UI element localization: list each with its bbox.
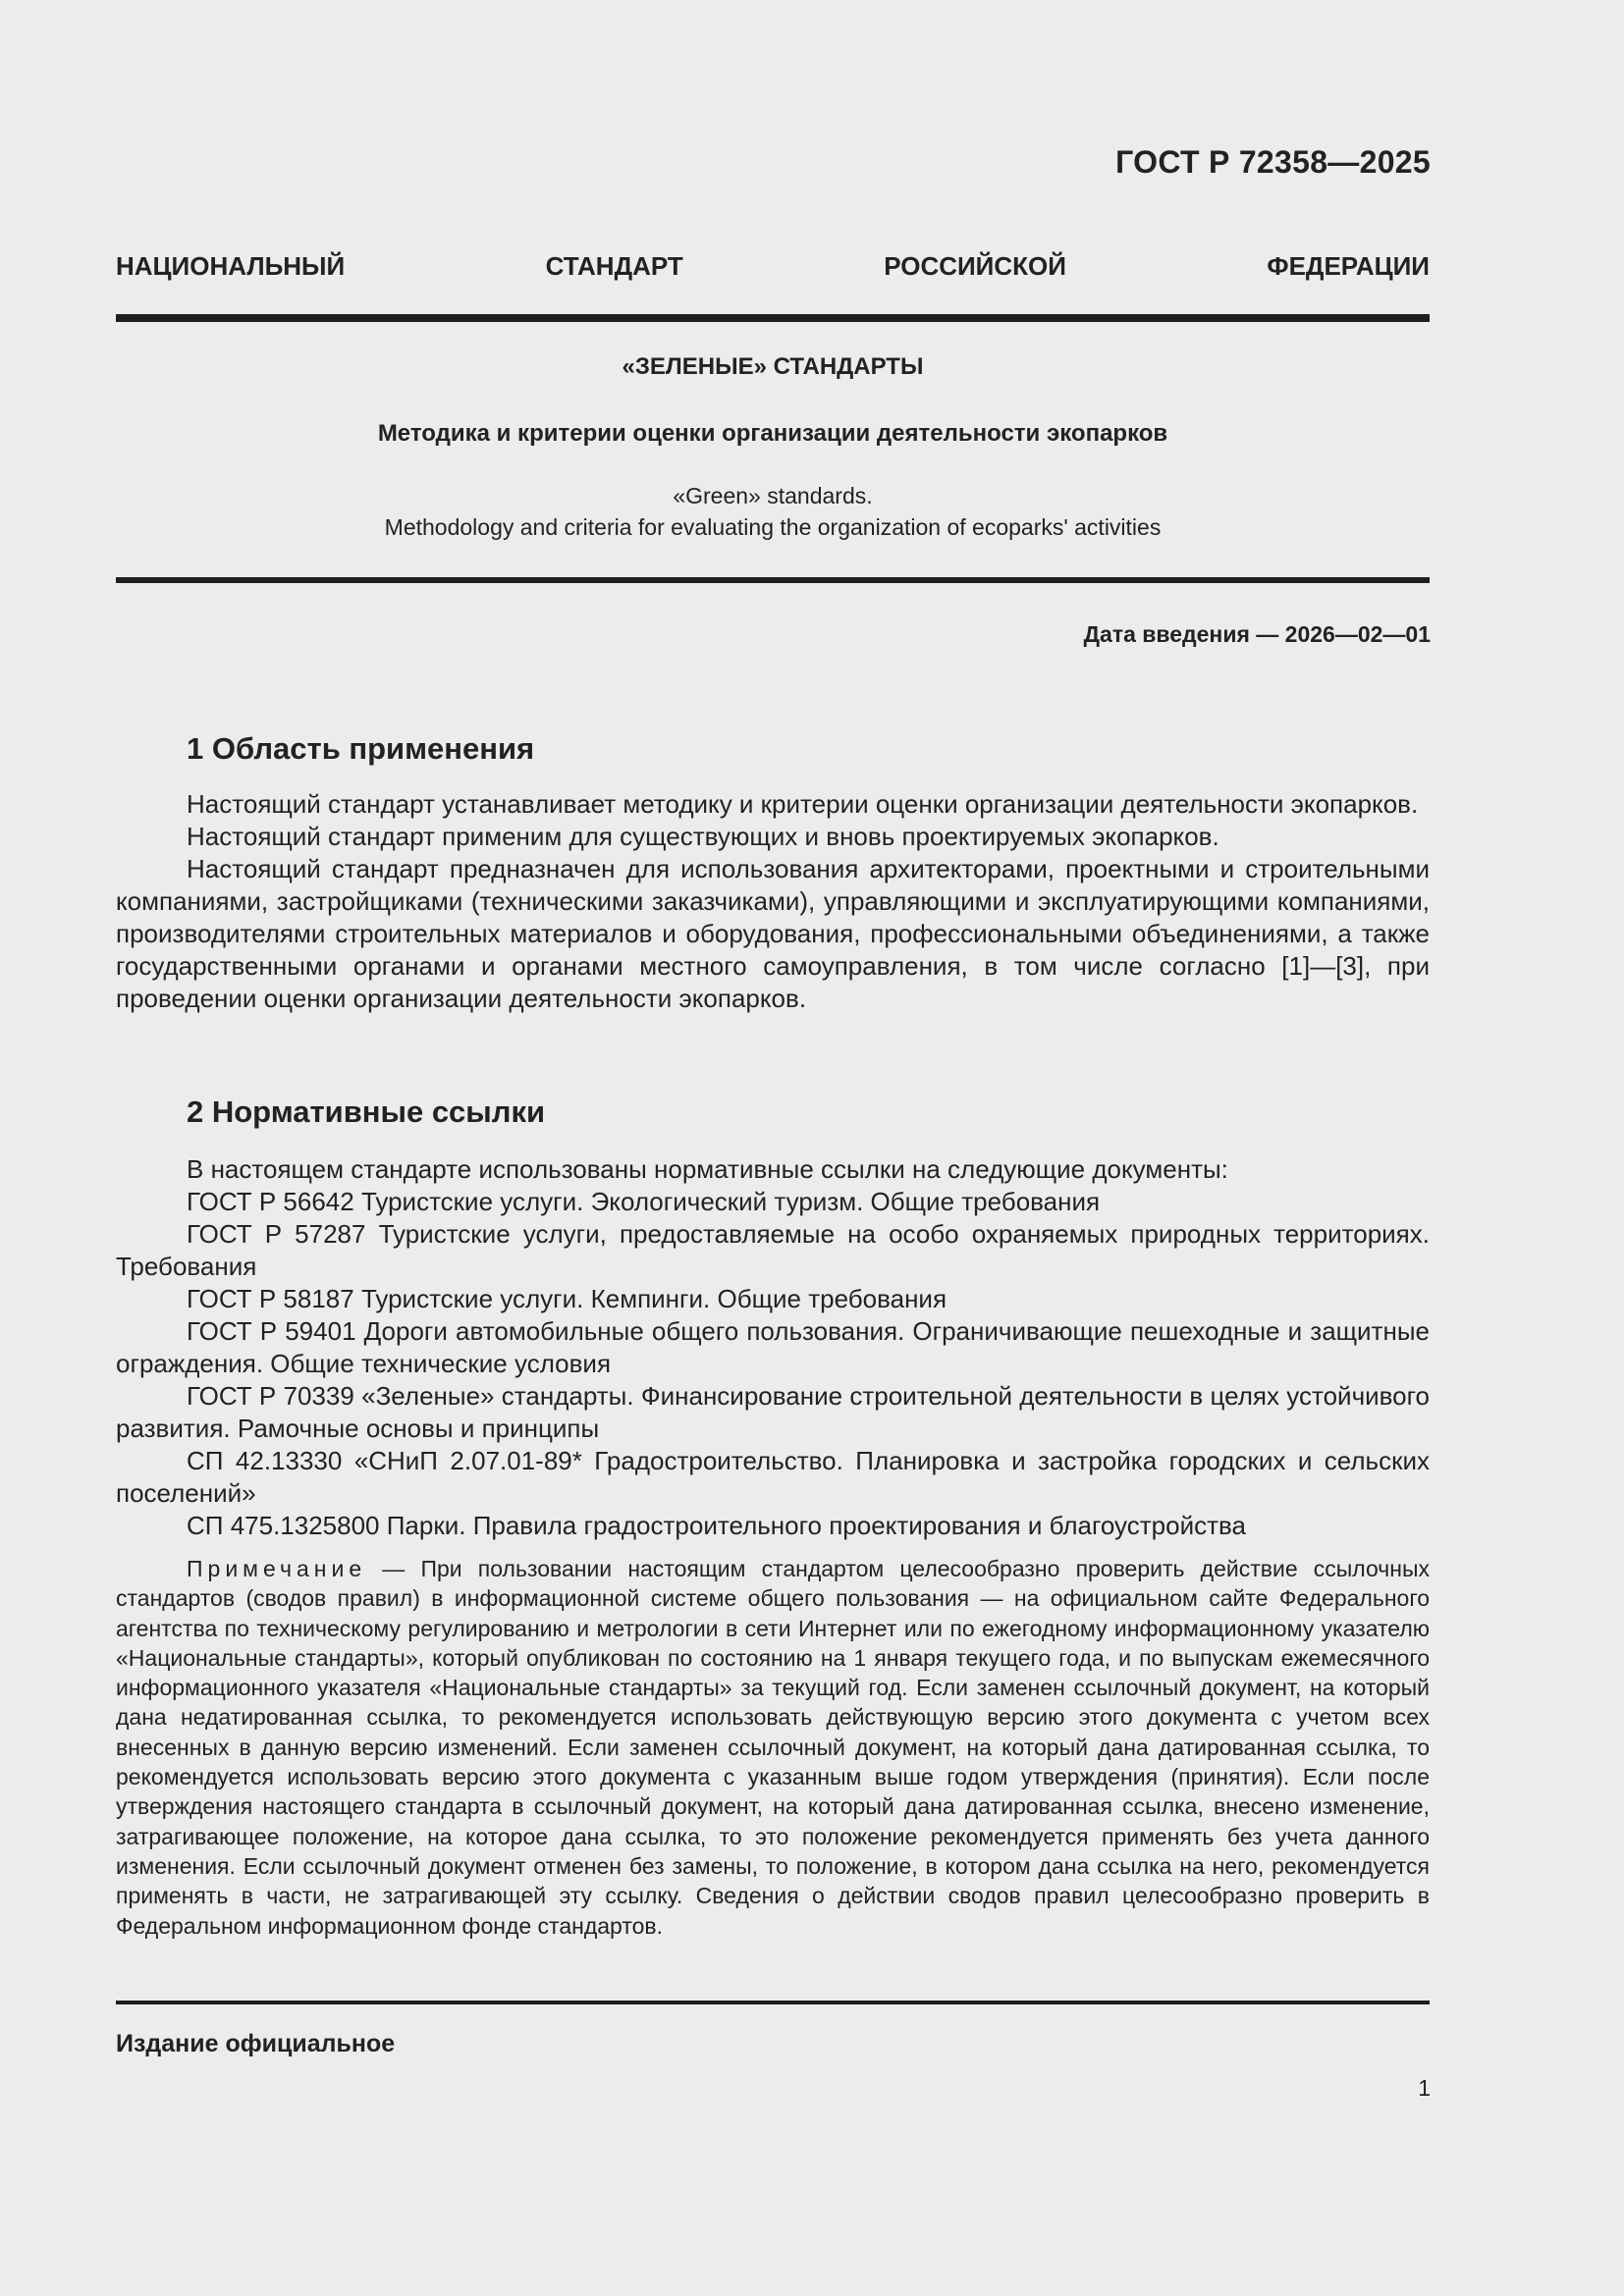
section-references-heading: 2 Нормативные ссылки	[187, 1095, 546, 1129]
scope-paragraph-3: Настоящий стандарт предназначен для использования архитекторами, проектными и строительными компаниями, застройщиками (техническими заказчиками), управляющими и эксплуатирующими компаниями, производителями строительных материалов и оборудования, профессиональными объединениями, а также государственными органами и органами местного самоуправления, в том числе согласно [1]—[3], при проведении оценки организации деятельности экопарков.	[116, 854, 1430, 1013]
top-rule	[116, 314, 1430, 322]
title-bottom-rule	[116, 577, 1430, 583]
reference-item: ГОСТ Р 58187 Туристские услуги. Кемпинги. Общие требования	[187, 1284, 947, 1313]
title-english-line1: «Green» standards.	[673, 483, 873, 508]
introduction-date: Дата введения — 2026—02—01	[1083, 621, 1431, 647]
section-normative-references	[116, 1093, 1430, 1941]
footer-rule	[116, 2001, 1430, 2004]
scope-paragraph-1: Настоящий стандарт устанавливает методику и критерии оценки организации деятельности экопарков.	[187, 789, 1419, 819]
standard-type-text: НАЦИОНАЛЬНЫЙ СТАНДАРТ РОССИЙСКОЙ ФЕДЕРАЦИИ	[116, 251, 1430, 281]
reference-item: ГОСТ Р 59401 Дороги автомобильные общего пользования. Ограничивающие пешеходные и защитные ограждения. Общие технические условия	[116, 1316, 1430, 1378]
page-number: 1	[1418, 2075, 1431, 2101]
note-label: Примечание	[187, 1556, 367, 1581]
standard-type-banner	[116, 251, 1430, 282]
title-subtitle: Методика и критерии оценки организации деятельности экопарков	[377, 420, 1168, 447]
reference-item: ГОСТ Р 57287 Туристские услуги, предоставляемые на особо охраняемых природных территориях. Требования	[116, 1219, 1430, 1281]
title-main: «ЗЕЛЕНЫЕ» СТАНДАРТЫ	[622, 353, 924, 380]
title-english-line2: Methodology and criteria for evaluating the organization of ecoparks' activities	[384, 514, 1162, 540]
note-text: — При пользовании настоящим стандартом целесообразно проверить действие ссылочных стандартов (сводов правил) в информационной системе общего пользования — на официальном сайте Федерального агентства по техническому регулированию и метрологии в сети Интернет или по ежегодному информационному указателю «Национальные стандарты», который опубликован по состоянию на 1 января текущего года, и по выпускам ежемесячного информационного указателя «Национальные стандарты» за текущий год. Если заменен ссылочный документ, на который дана недатированная ссылка, то рекомендуется использовать действующую версию этого документа с учетом всех внесенных в данную версию изменений. Если заменен ссылочный документ, на который дана датированная ссылка, то рекомендуется использовать версию этого документа с указанным выше годом утверждения (принятия). Если после утверждения настоящего стандарта в ссылочный документ, на который дана датированная ссылка, внесено изменение, затрагивающее положение, на которое дана ссылка, то это положение рекомендуется применять без учета данного изменения. Если ссылочный документ отменен без замены, то положение, в котором дана ссылка на него, рекомендуется применять в части, не затрагивающей эту ссылку. Сведения о действии сводов правил целесообразно проверить в Федеральном информационном фонде стандартов.	[116, 1556, 1430, 1939]
section-scope-heading: 1 Область применения	[187, 731, 535, 766]
title-english	[116, 480, 1430, 543]
reference-item: ГОСТ Р 56642 Туристские услуги. Экологический туризм. Общие требования	[187, 1187, 1101, 1216]
document-number: ГОСТ Р 72358—2025	[1115, 144, 1431, 180]
references-intro: В настоящем стандарте использованы нормативные ссылки на следующие документы:	[187, 1154, 1228, 1184]
reference-item: СП 475.1325800 Парки. Правила градостроительного проектирования и благоустройства	[187, 1511, 1246, 1540]
reference-item: ГОСТ Р 70339 «Зеленые» стандарты. Финансирование строительной деятельности в целях устойчивого развития. Рамочные основы и принципы	[116, 1381, 1430, 1443]
references-note	[116, 1554, 1430, 1941]
section-scope	[116, 729, 1430, 1015]
reference-item: СП 42.13330 «СНиП 2.07.01-89* Градостроительство. Планировка и застройка городских и сельских поселений»	[116, 1446, 1430, 1508]
scope-paragraph-2: Настоящий стандарт применим для существующих и вновь проектируемых экопарков.	[187, 822, 1219, 851]
edition-label: Издание официальное	[116, 2030, 396, 2057]
